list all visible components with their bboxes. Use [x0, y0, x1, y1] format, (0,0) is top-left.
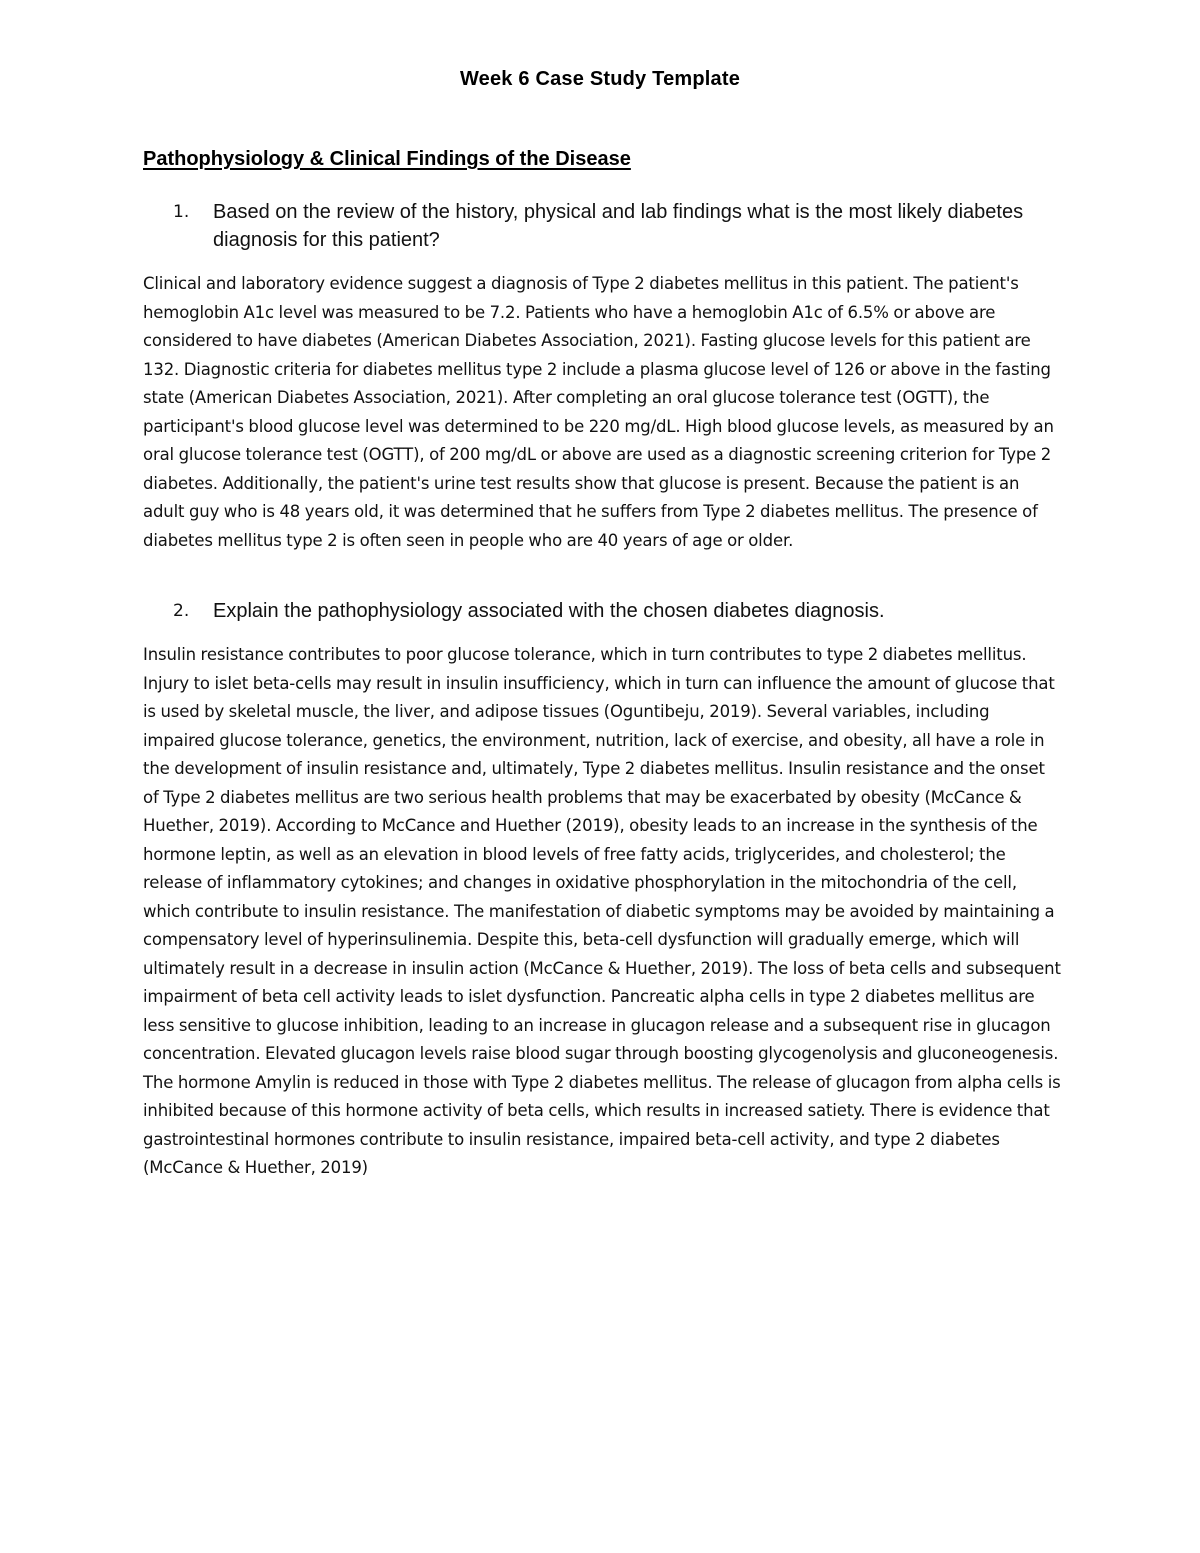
- answer-1-paragraph: Clinical and laboratory evidence suggest a diagnosis of Type 2 diabetes mellitus in this patient. The patient's hemoglobin A1c level was measured to be 7.2. Patients who have a hemoglobin A1c of 6.5% or above are considered to have diabetes (American Diabetes Association, 2021). Fasting glucose levels for this patient are 132. Diagnostic criteria for diabetes mellitus type 2 include a plasma glucose level of 126 or above in the fasting state (American Diabetes Association, 2021). After completing an oral glucose tolerance test (OGTT), the participant's blood glucose level was determined to be 220 mg/dL. High blood glucose levels, as measured by an oral glucose tolerance test (OGTT), of 200 mg/dL or above are used as a diagnostic screening criterion for Type 2 diabetes. Additionally, the patient's urine test results show that glucose is present. Because the patient is an adult guy who is 48 years old, it was determined that he suffers from Type 2 diabetes mellitus. The presence of diabetes mellitus type 2 is often seen in people who are 40 years of age or older.: [143, 274, 1054, 550]
- question-number: 2.: [173, 601, 190, 621]
- question-text: Based on the review of the history, physical and lab findings what is the most likely diabetes diagnosis for this patient?: [213, 201, 1024, 251]
- section-heading: Pathophysiology & Clinical Findings of the Disease: [143, 148, 631, 170]
- question-2: [143, 597, 1063, 625]
- answer-2-paragraph: Insulin resistance contributes to poor glucose tolerance, which in turn contributes to type 2 diabetes mellitus. Injury to islet beta-cells may result in insulin insufficiency, which in turn can influence the amount of glucose that is used by skeletal muscle, the liver, and adipose tissues (Oguntibeju, 2019). Several variables, including impaired glucose tolerance, genetics, the environment, nutrition, lack of exercise, and obesity, all have a role in the development of insulin resistance and, ultimately, Type 2 diabetes mellitus. Insulin resistance and the onset of Type 2 diabetes mellitus are two serious health problems that may be exacerbated by obesity (McCance & Huether, 2019). According to McCance and Huether (2019), obesity leads to an increase in the synthesis of the hormone leptin, as well as an elevation in blood levels of free fatty acids, triglycerides, and cholesterol; the release of inflammatory cytokines; and changes in oxidative phosphorylation in the mitochondria of the cell, which contribute to insulin resistance. The manifestation of diabetic symptoms may be avoided by maintaining a compensatory level of hyperinsulinemia. Despite this, beta-cell dysfunction will gradually emerge, which will ultimately result in a decrease in insulin action (McCance & Huether, 2019). The loss of beta cells and subsequent impairment of beta cell activity leads to islet dysfunction. Pancreatic alpha cells in type 2 diabetes mellitus are less sensitive to glucose inhibition, leading to an increase in glucagon release and a subsequent rise in glucagon concentration. Elevated glucagon levels raise blood sugar through boosting glycogenolysis and gluconeogenesis. The hormone Amylin is reduced in those with Type 2 diabetes mellitus. The release of glucagon from alpha cells is inhibited because of this hormone activity of beta cells, which results in increased satiety. There is evidence that gastrointestinal hormones contribute to insulin resistance, impaired beta-cell activity, and type 2 diabetes (McCance & Huether, 2019): [143, 645, 1061, 1177]
- document-title: Week 6 Case Study Template: [459, 68, 741, 90]
- question-text: Explain the pathophysiology associated with the chosen diabetes diagnosis.: [213, 600, 885, 622]
- question-number: 1.: [173, 202, 190, 222]
- question-1: [143, 198, 1063, 254]
